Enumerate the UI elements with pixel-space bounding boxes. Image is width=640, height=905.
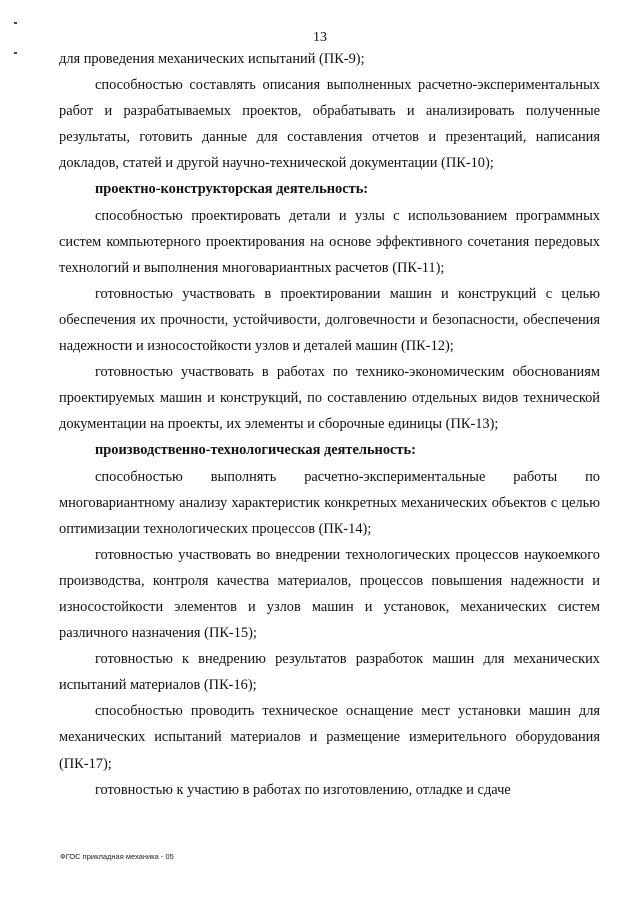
- page-number: 13: [313, 30, 327, 45]
- paragraph-pk16: готовностью к внедрению результатов разработок машин для механических испытаний материалов (ПК-16);: [59, 651, 600, 694]
- paragraph-pk9-end: для проведения механических испытаний (ПК-9);: [59, 51, 365, 67]
- section-heading-production: производственно-технологическая деятельность:: [95, 442, 416, 459]
- section-heading-design: проектно-конструкторская деятельность:: [95, 181, 369, 198]
- document-body: [59, 46, 600, 803]
- paragraph-pk10: способностью составлять описания выполненных расчетно-экспериментальных работ и разрабатываемых проектов, обрабатывать и анализировать полученные результаты, готовить данные для составления отчетов и презентаций, написания докладов, статей и другой научно-технической документации (ПК-10);: [59, 77, 600, 172]
- paragraph-pk12: готовностью участвовать в проектировании машин и конструкций с целью обеспечения их прочности, устойчивости, долговечности и безопасности, обеспечения надежности и износостойкости узлов и деталей машин (ПК-12);: [59, 285, 600, 355]
- scan-artifact: [14, 22, 17, 24]
- paragraph-pk14: способностью выполнять расчетно-экспериментальные работы по многовариантному анализу характеристик конкретных механических объектов с целью оптимизации технологических процессов (ПК-14);: [59, 468, 600, 537]
- scan-artifact: [14, 52, 17, 54]
- paragraph-pk17: способностью проводить техническое оснащение мест установки машин для механических испытаний материалов и размещение измерительного оборудования (ПК-17);: [59, 703, 600, 772]
- page-footer: ФГОС прикладная механика - 05: [60, 852, 174, 861]
- paragraph-pk11: способностью проектировать детали и узлы с использованием программных систем компьютерного проектирования на основе эффективного сочетания передовых технологий и выполнения многовариантных расчетов (ПК-11);: [59, 207, 600, 276]
- paragraph-continuation: готовностью к участию в работах по изготовлению, отладке и сдаче: [95, 781, 511, 798]
- paragraph-pk15: готовностью участвовать во внедрении технологических процессов наукоемкого производства, контроля качества материалов, процессов повышения надежности и износостойкости элементов и узлов машин и установок, механических систем различного назначения (ПК-15);: [59, 546, 600, 642]
- paragraph-pk13: готовностью участвовать в работах по технико-экономическим обоснованиям проектируемых машин и конструкций, по составлению отдельных видов технической документации на проекты, их элементы и сборочные единицы (ПК-13);: [59, 364, 600, 433]
